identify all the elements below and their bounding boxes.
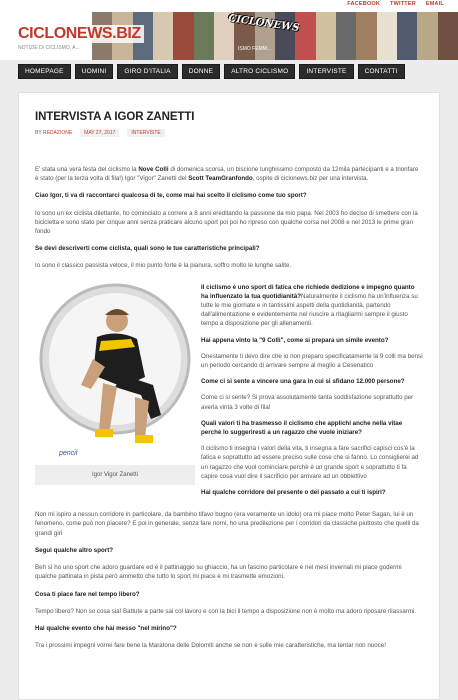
question-8: Segui qualche altro sport? [35,546,114,554]
nav-giro-ditalia[interactable]: GIRO D'ITALIA [117,64,177,79]
question-2: Se devi descriverti come ciclista, quali sono le tue caratteristiche principali? [35,245,260,253]
intro-text-1: E' stata una vera festa del ciclismo la [35,166,139,173]
answer-8: Beh sì ho uno sport che adoro guardare ed è il pattinaggio su ghiaccio, ha un fascino particolare e nel mesi invernali mi piace godermi qualche pattinata in pista però ammetto che tutto lo sport mi piace e mi trasmette emozioni. [35,564,402,581]
question-10: Hai qualche evento che hai messo "nel mirino"? [35,624,177,632]
question-9: Cosa ti piace fare nel tempo libero? [35,590,140,598]
answer-10: Tra i prossimi impegni vorrei fare bene la Maratona delle Dolomiti anche se non è sulle mie caratteristiche, ma tentar non nuoce! [35,642,386,650]
intro-highlight-1: Nove Colli [138,166,169,173]
photo-side-text [201,279,423,505]
answer-6: Il ciclismo ti insegna i valori della vita, ti insegna a fare sacrifici capisci cos'è la fatica e soprattutto ad essere preciso sulle cose che si fanno. Lo consiglierei ad un ragazzo che vuol cominciare perchè è un grande sport e soprattutto ti fa capire cosa vuol dire il sacrificio per arrivare ad un obbiettivo [201,445,419,480]
article-meta [35,129,423,137]
intro-highlight-2: Scott TeamGranfondo [188,175,253,183]
question-5: Come ci si sente a vincere una gara in cui si sfidano 12.000 persone? [201,378,405,386]
question-6: Quali valori ti ha trasmesso il ciclismo che applichi anche nella vitae perchè lo suggeriresti a un ragazzo che vuole iniziare? [201,419,403,437]
collage-subtitle: ISMO FEMM... [238,46,272,52]
photo-section [35,279,423,505]
nav-contatti[interactable]: CONTATTI [358,64,405,79]
top-bar [0,0,458,12]
answer-3: Naturalmente il ciclismo ha un'influenza su tutte le mie giornate e in tantissimi aspetti della quotidianità, partendo dall'alimentazione e evidentemente nel riuscire a ritagliarmi sempre il giusto tempo a disposizione per gli allenamenti. [201,292,418,328]
article-author [35,130,72,136]
site-tagline: NOTIZIE DI CICLISMO, A... [18,45,83,51]
nav-interviste[interactable]: INTERVISTE [299,64,353,79]
photo-caption: Igor Vigor Zanetti [35,465,195,485]
qa-3 [201,283,423,329]
intro-text-2: di domenica scorsa, un biscione lunghissimo composto da 12mila partecipanti e a trionfare è stato (per la terza volta di fila!) Igor "Vigor" Zanetti del [35,166,419,183]
answer-7: Non mi ispiro a nessun corridore in particolare, da bambino tifavo bugno (era veramente un idolo) ora mi piace molto Peter Sagan, lui è un fenomeno, come può non piacere? E poi in generale, senza fare nomi, ho una predilezione per i corridori da classiche piuttosto che quelli da grandi giri [35,511,419,537]
main-nav [18,64,405,79]
question-7: Hai qualche corridore del presente o del passato a cui ti ispiri? [201,489,386,497]
question-1: Ciao Igor, ti va di raccontarci qualcosa di te, come mai hai scelto il ciclismo come tuo sport? [35,192,307,200]
article-title: INTERVISTA A IGOR ZANETTI [35,111,195,123]
question-4: Hai appena vinto la "9 Colli", come si prepara un simile evento? [201,336,389,344]
answer-2: Io sono il classico passista veloce, il mio punto forte è la pianura, soffro molto le lunghe salite. [35,262,292,270]
author-link[interactable]: REDAZIONE [42,130,73,136]
answer-1: Io sono un ex ciclista dilettante, ho cominciato a correre a 8 anni ereditando la passione da mio papa. Nel 2003 ho deciso di smettere con la bicicletta e sono stato per cinque anni senza praticare alcuno sport poi poi ho ripreso con qualche corsa nel 2008 e nel 2013 le prime gran fondo [35,209,418,236]
rider-photo [35,279,195,459]
answer-9: Tempo libero? Non so cosa sia! Battute a parte sai col lavoro e con la bici il tempo a disposizione non è molto ma adoro riposare rilassarmi. [35,607,417,615]
photo-figure [35,279,195,505]
site-header [0,12,458,60]
answer-4: Onestamente ti devo dire che io non preparo specificatamente la 9 colli ma bensì un periodo cercando di arrivare sempre al meglio a Cesenatico [201,352,423,370]
rider-photo-illustration [35,279,195,459]
twitter-link[interactable]: TWITTER [390,1,416,7]
nav-uomini[interactable]: UOMINI [75,64,114,79]
email-link[interactable]: EMAIL [425,1,444,7]
article-date[interactable]: MAY 27, 2017 [80,129,119,137]
sponsor-logo: pencil [59,449,78,457]
article-container [18,92,440,700]
nav-homepage[interactable]: HOMEPAGE [18,64,71,79]
nav-altro-ciclismo[interactable]: ALTRO CICLISMO [224,64,295,79]
author-by-label: BY [35,130,42,136]
collage-title: CICLONEWS [227,13,300,34]
intro-text-3: , ospite di ciclonews.biz per una intervista. [252,175,369,183]
site-logo[interactable]: CICLONEWS.BIZ [18,25,144,43]
facebook-link[interactable]: FACEBOOK [347,1,381,7]
article-category[interactable]: INTERVISTE [127,129,164,137]
nav-donne[interactable]: DONNE [182,64,220,79]
intro-paragraph [35,165,423,183]
answer-5: Come ci si sente? Si prova assolutamente tanta soddisfazione soprattutto per averla vinta 3 volte di fila! [201,394,414,411]
question-3: Il ciclismo è uno sport di fatica che richiede dedizione e impegno quanto ha influenzato la tua quotidianità? [201,283,415,300]
social-links [347,1,444,7]
